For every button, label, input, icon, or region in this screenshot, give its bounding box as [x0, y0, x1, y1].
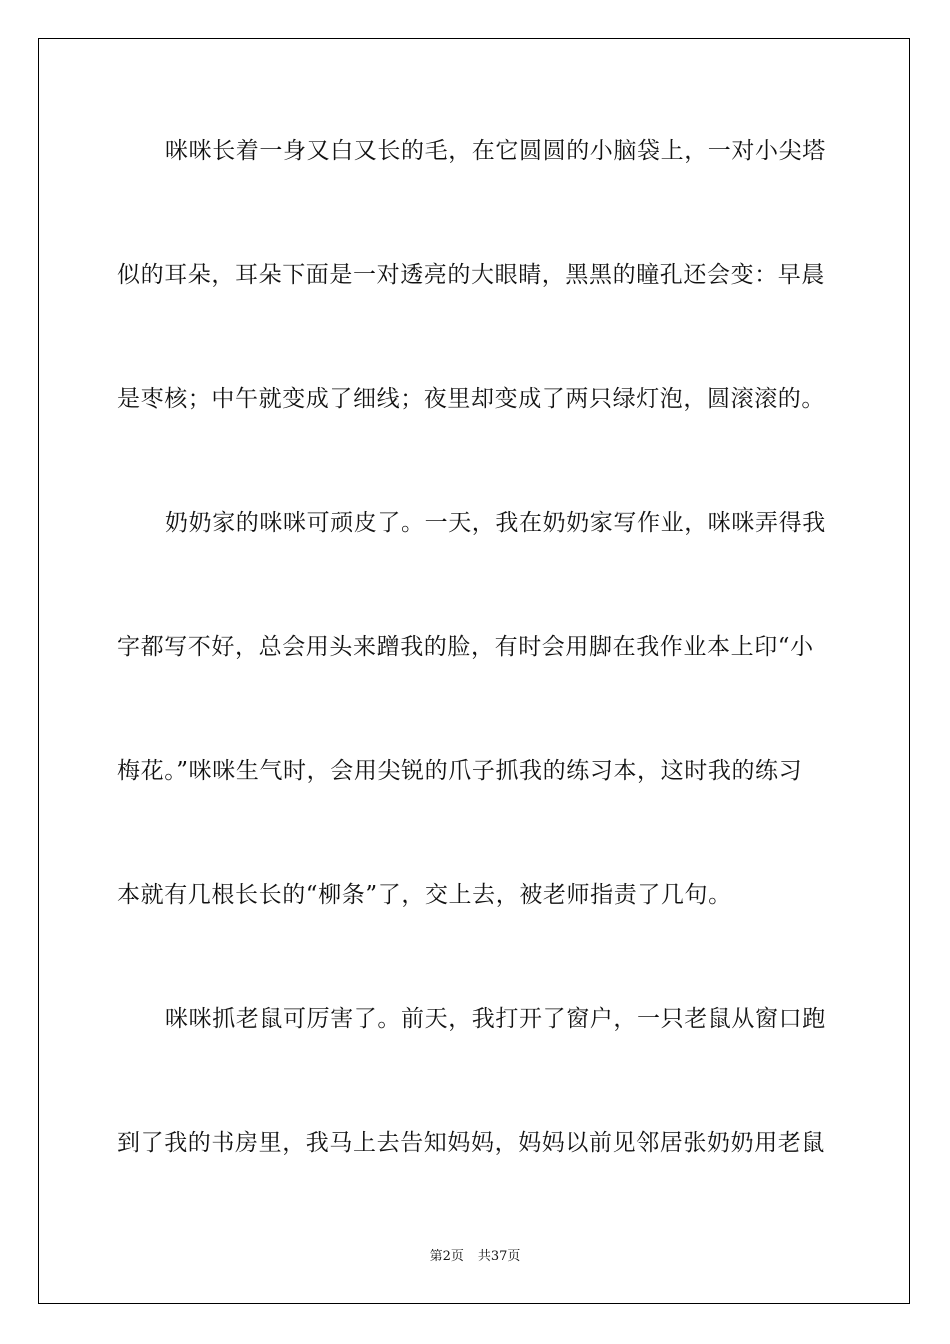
page-number: 第2页 [429, 1249, 464, 1264]
paragraph-3-line-2: 到了我的书房里，我马上去告知妈妈，妈妈以前见邻居张奶奶用老鼠 [117, 1130, 825, 1156]
paragraph-2-line-2: 字都写不好，总会用头来蹭我的脸，有时会用脚在我作业本上印“小 [117, 634, 814, 660]
page-total: 共37页 [477, 1249, 521, 1264]
paragraph-2-line-1: 奶奶家的咪咪可顽皮了。一天，我在奶奶家写作业，咪咪弄得我 [165, 510, 826, 536]
paragraph-1-line-2: 似的耳朵，耳朵下面是一对透亮的大眼睛，黑黑的瞳孔还会变：早晨 [117, 262, 825, 288]
paragraph-1-line-1: 咪咪长着一身又白又长的毛，在它圆圆的小脑袋上，一对小尖塔 [165, 138, 826, 164]
paragraph-2-line-3: 梅花。”咪咪生气时，会用尖锐的爪子抓我的练习本，这时我的练习 [117, 758, 803, 784]
page-border [38, 38, 910, 1304]
page-footer [0, 1248, 950, 1266]
paragraph-1-line-3: 是枣核；中午就变成了细线；夜里却变成了两只绿灯泡，圆滚滚的。 [117, 386, 825, 412]
paragraph-3-line-1: 咪咪抓老鼠可厉害了。前天，我打开了窗户，一只老鼠从窗口跑 [165, 1006, 826, 1032]
paragraph-2-line-4: 本就有几根长长的“柳条”了，交上去，被老师指责了几句。 [117, 882, 732, 908]
